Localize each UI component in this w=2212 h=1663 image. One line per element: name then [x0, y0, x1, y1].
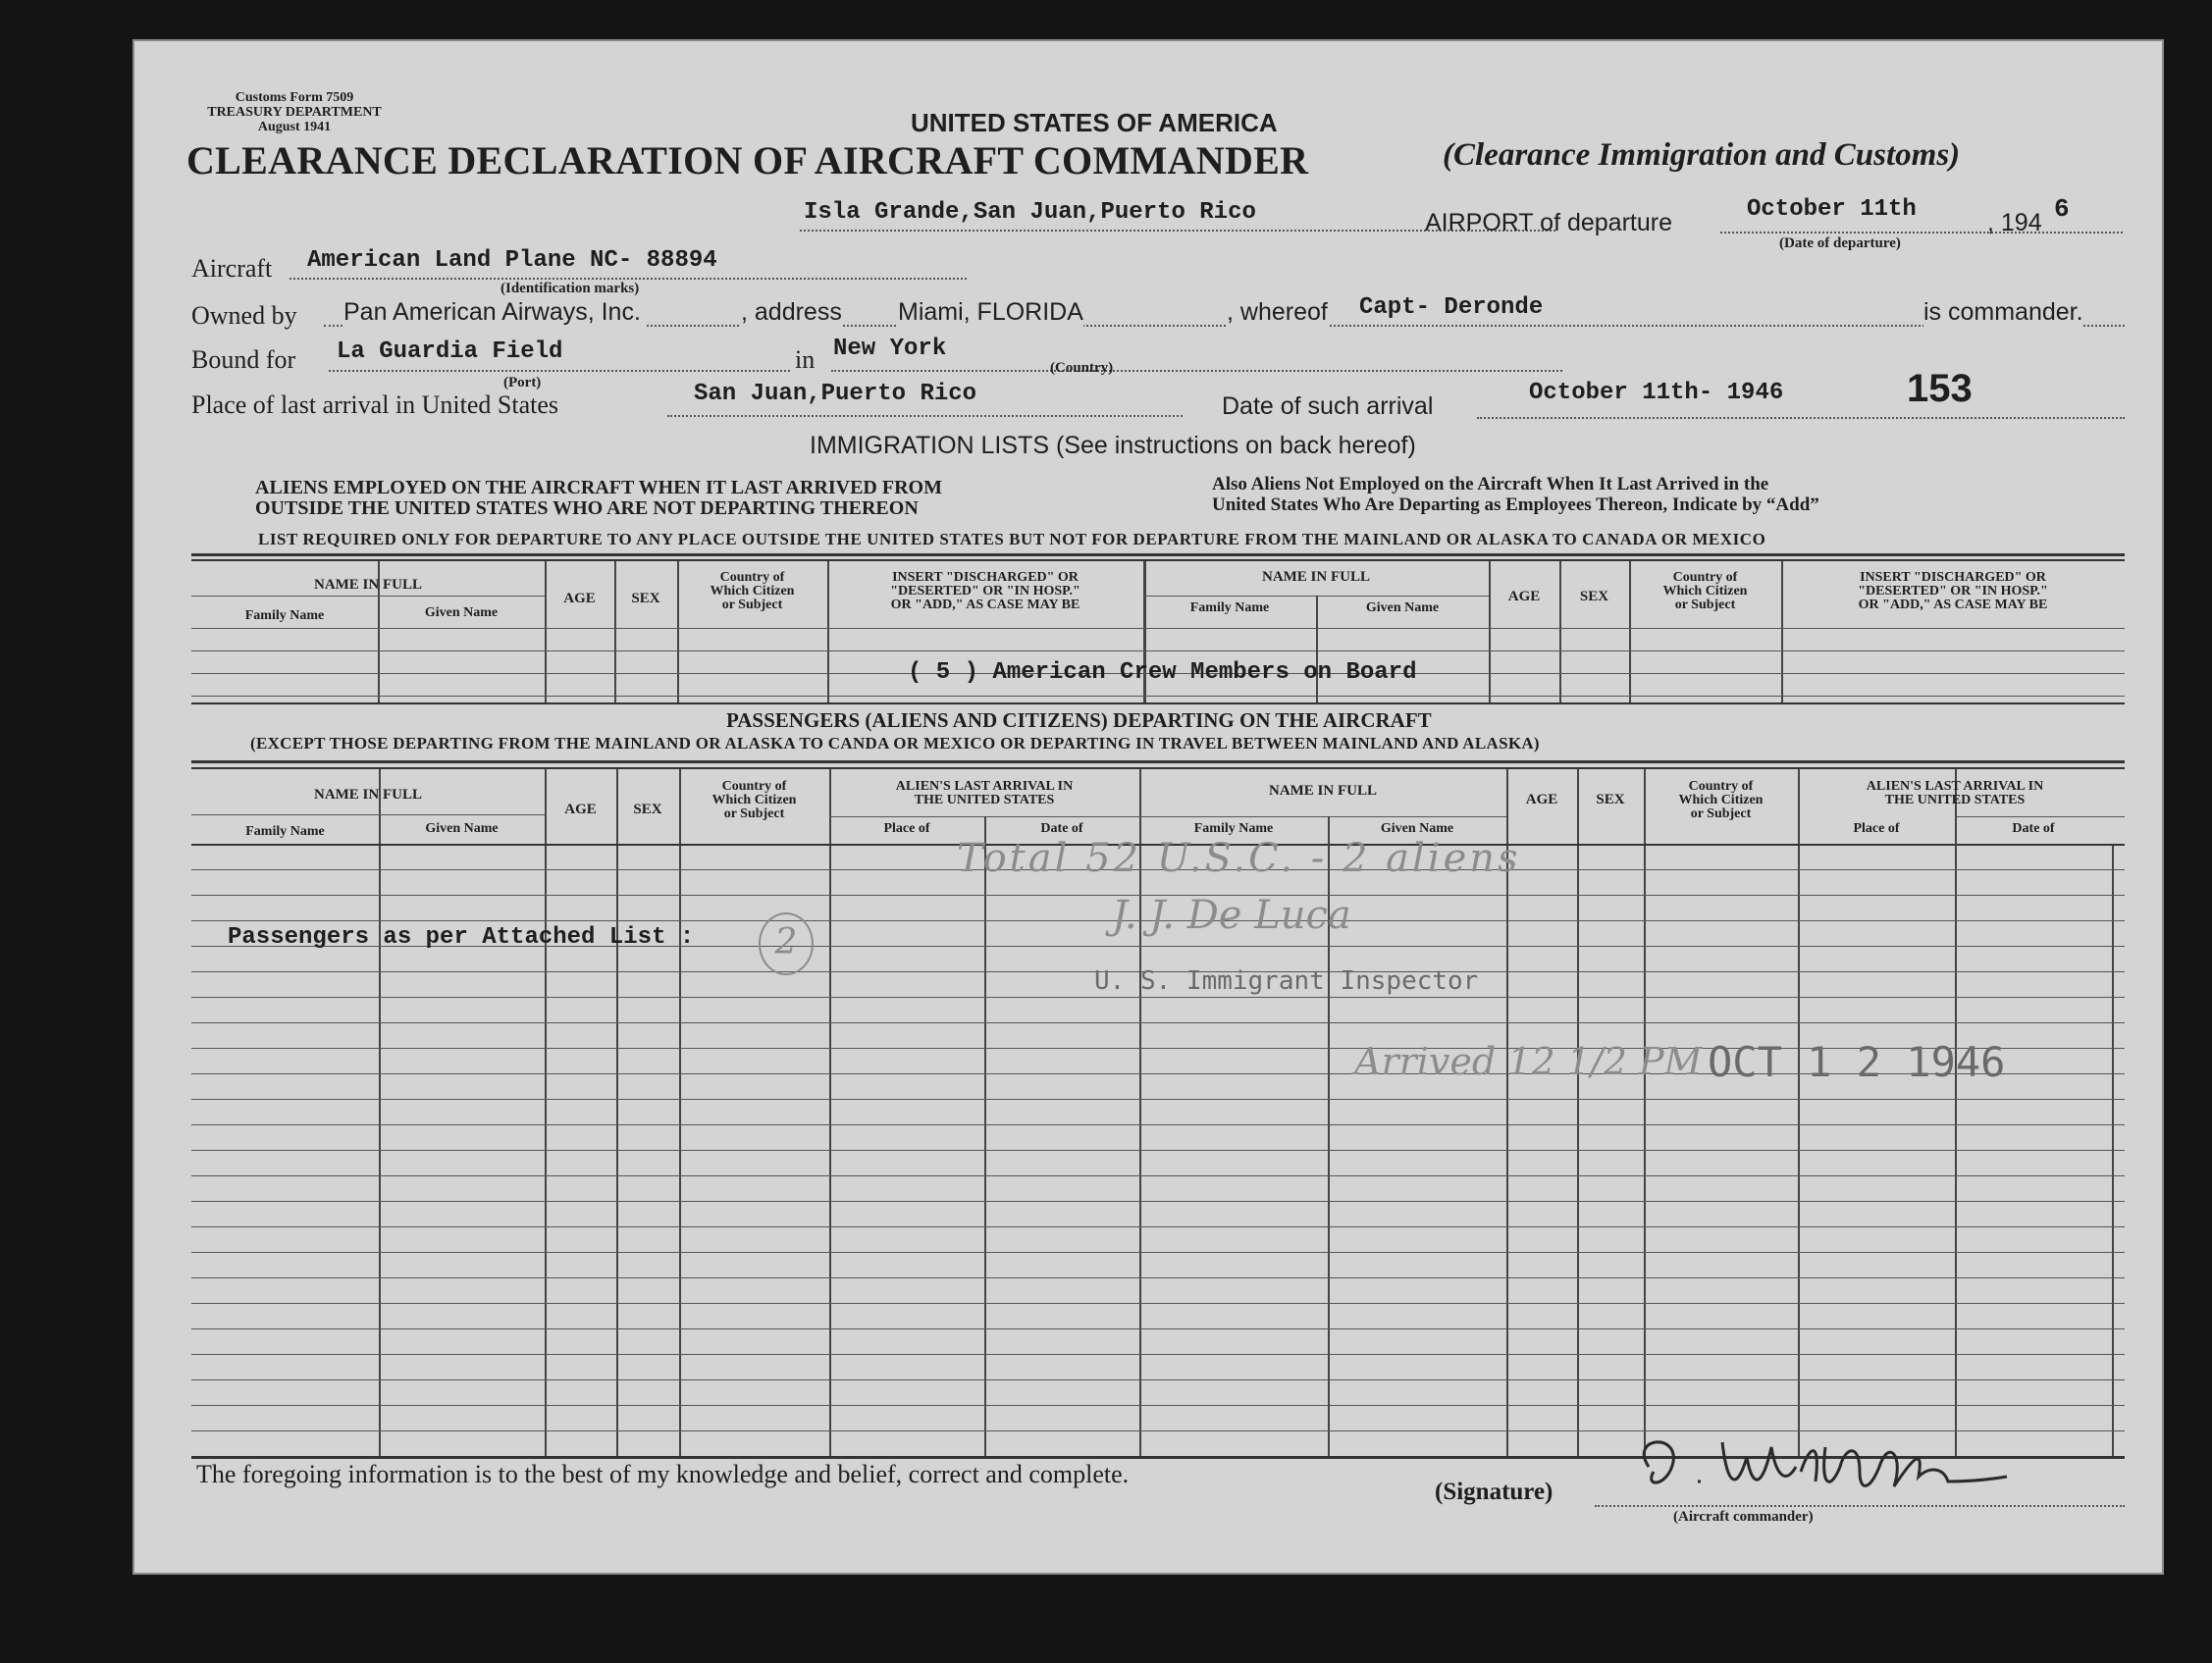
row-rule — [191, 1150, 2125, 1151]
crew-family-header-right: Family Name — [1189, 600, 1270, 615]
crew-country-header-left-line: Which Citizen — [710, 584, 795, 598]
right-note-line-1: Also Aliens Not Employed on the Aircraft When It Last Arrived in the — [1212, 474, 1769, 494]
column-rule — [1955, 816, 1957, 846]
pass-country-header-left-line: Which Citizen — [711, 793, 797, 807]
pass-name-header-right: NAME IN FULL — [1268, 783, 1377, 799]
pass-age-header-left: AGE — [564, 802, 597, 817]
pass-alien-header-right — [1798, 780, 2112, 807]
pass-given-header-right: Given Name — [1380, 821, 1454, 836]
commander-value: Capt- Deronde — [1359, 294, 1544, 321]
row-rule — [191, 1379, 2125, 1380]
column-rule — [545, 769, 547, 1456]
immigration-right-note — [1212, 474, 1819, 515]
row-rule — [191, 1328, 2125, 1329]
passengers-heading: PASSENGERS (ALIENS AND CITIZENS) DEPARTING ON THE AIRCRAFT — [726, 708, 1432, 732]
row-rule — [191, 1175, 2125, 1176]
pass-country-header-left — [679, 780, 829, 821]
crew-insert-header-left-line: INSERT "DISCHARGED" OR — [892, 570, 1079, 585]
owned-label: Owned by — [191, 301, 297, 330]
pass-given-header-left: Given Name — [425, 821, 499, 836]
entry-number: 153 — [1907, 367, 1973, 410]
bound-label: Bound for — [191, 345, 296, 374]
row-rule — [191, 1022, 2125, 1023]
pass-alien-header-left — [829, 780, 1139, 807]
row-rule — [191, 1252, 2125, 1253]
row-rule — [191, 1277, 2125, 1278]
form-id-block — [191, 90, 397, 134]
row-rule — [191, 1405, 2125, 1406]
arrival-date-label: Date of such arrival — [1222, 392, 1434, 420]
column-rule — [1577, 769, 1579, 1456]
inspector-title: U. S. Immigrant Inspector — [1094, 966, 1479, 996]
departure-date-caption: (Date of departure) — [1779, 235, 1901, 251]
aircraft-label: Aircraft — [191, 254, 273, 283]
row-rule — [191, 1354, 2125, 1355]
departure-airport-value: Isla Grande,San Juan,Puerto Rico — [804, 199, 1256, 226]
crew-country-header-right — [1629, 571, 1781, 612]
last-arrival-value: San Juan,Puerto Rico — [694, 381, 977, 407]
pass-place-header-right: Place of — [1853, 821, 1900, 836]
pass-age-header-right: AGE — [1525, 792, 1558, 807]
column-rule — [379, 769, 381, 1456]
crew-family-header-left: Family Name — [244, 608, 325, 623]
commander-signature — [1629, 1428, 2041, 1522]
form-date: August 1941 — [257, 120, 332, 134]
row-rule — [191, 1303, 2125, 1304]
immigration-heading: IMMIGRATION LISTS (See instructions on back hereof) — [810, 432, 1416, 459]
list-required-note: LIST REQUIRED ONLY FOR DEPARTURE TO ANY PLACE OUTSIDE THE UNITED STATES BUT NOT FOR DEPARTURE FROM THE MAINLAND OR ALASKA TO CANADA OR MEXICO — [258, 530, 1766, 548]
pass-name-header-left: NAME IN FULL — [313, 787, 422, 803]
pass-country-header-right — [1644, 780, 1798, 821]
row-rule — [191, 696, 2125, 697]
column-rule — [1955, 769, 1957, 1456]
crew-name-header-right: NAME IN FULL — [1261, 569, 1370, 585]
column-rule — [1559, 561, 1561, 702]
right-note-line-2: United States Who Are Departing as Employees Thereon, Indicate by “Add” — [1212, 494, 1819, 515]
pass-place-header-left: Place of — [883, 821, 930, 836]
crew-country-header-left — [677, 571, 827, 612]
title-note: (Clearance Immigration and Customs) — [1443, 137, 1961, 173]
crew-sex-header-left: SEX — [631, 591, 660, 606]
last-arrival-label: Place of last arrival in United States — [191, 390, 559, 419]
column-rule — [829, 769, 831, 1456]
aircraft-caption: (Identification marks) — [500, 281, 640, 296]
pass-family-header-left: Family Name — [245, 824, 325, 839]
aircraft-value: American Land Plane NC- 88894 — [307, 247, 717, 274]
row-rule — [191, 814, 545, 815]
row-rule — [1139, 816, 1506, 817]
address-label: , address — [741, 298, 842, 326]
column-rule — [679, 769, 681, 1456]
port-caption: (Port) — [503, 375, 542, 390]
row-rule — [191, 1099, 2125, 1100]
arrival-date-value: October 11th- 1946 — [1529, 380, 1784, 406]
row-rule — [191, 1124, 2125, 1125]
row-rule — [191, 628, 2125, 629]
form-sheet — [132, 39, 2164, 1575]
departure-airport-label: AIRPORT of departure — [1425, 209, 1672, 236]
passenger-count-circle: 2 — [759, 912, 814, 975]
crew-insert-header-right-line: OR "ADD," AS CASE MAY BE — [1858, 598, 2048, 612]
left-note-line-1: ALIENS EMPLOYED ON THE AIRCRAFT WHEN IT LAST ARRIVED FROM — [255, 477, 942, 498]
column-rule — [616, 769, 618, 1456]
country-value: New York — [833, 336, 947, 362]
pass-alien-header-left-line: THE UNITED STATES — [914, 793, 1055, 807]
passengers-note: (EXCEPT THOSE DEPARTING FROM THE MAINLAND OR ALASKA TO CANDA OR MEXICO OR DEPARTING IN TRAVEL BETWEEN MAINLAND AND ALASKA) — [250, 734, 1540, 753]
pass-country-header-left-line: or Subject — [723, 806, 785, 821]
signature-caption: (Aircraft commander) — [1673, 1509, 1814, 1525]
row-rule — [191, 650, 2125, 651]
pass-alien-header-right-line: ALIEN'S LAST ARRIVAL IN — [1866, 779, 2044, 794]
row-rule — [191, 1201, 2125, 1202]
row-rule — [191, 702, 2125, 704]
pass-alien-header-left-line: ALIEN'S LAST ARRIVAL IN — [895, 779, 1074, 794]
crew-insert-header-left-line: "DESERTED" OR "IN HOSP." — [890, 584, 1080, 598]
crew-insert-header-right-line: "DESERTED" OR "IN HOSP." — [1858, 584, 2048, 598]
crew-insert-header-left — [827, 571, 1143, 612]
pass-family-header-right: Family Name — [1193, 821, 1274, 836]
crew-insert-header-left-line: OR "ADD," AS CASE MAY BE — [890, 598, 1080, 612]
pass-sex-header-left: SEX — [633, 802, 662, 817]
crew-country-header-right-line: or Subject — [1674, 598, 1736, 612]
country-heading: UNITED STATES OF AMERICA — [911, 108, 1278, 137]
whereof-label: , whereof — [1227, 298, 1328, 326]
crew-given-header-right: Given Name — [1365, 600, 1440, 615]
commander-label: is commander. — [1923, 298, 2083, 326]
column-rule — [614, 561, 616, 702]
crew-insert-header-right-line: INSERT "DISCHARGED" OR — [1860, 570, 2046, 585]
column-rule — [1316, 596, 1318, 702]
commander-signature-scribble — [1629, 1428, 2041, 1506]
page-title: CLEARANCE DECLARATION OF AIRCRAFT COMMANDER — [186, 138, 1309, 182]
crew-age-header-right: AGE — [1507, 589, 1541, 604]
row-rule — [191, 596, 545, 597]
row-rule — [191, 1226, 2125, 1227]
column-rule — [1644, 769, 1646, 1456]
inspector-signature: J. J. De Luca — [1112, 893, 1351, 938]
crew-given-header-left: Given Name — [424, 605, 499, 620]
row-rule — [1955, 816, 2125, 817]
departure-year-prefix: , 194 — [1987, 209, 2042, 236]
handwritten-arrived: Arrived 12 1/2 PM — [1354, 1040, 1703, 1083]
pass-date-header-right: Date of — [2012, 821, 2055, 836]
crew-country-header-left-line: or Subject — [721, 598, 783, 612]
country-caption: (Country) — [1050, 360, 1114, 376]
column-rule — [545, 561, 547, 702]
pass-date-header-left: Date of — [1040, 821, 1083, 836]
pass-alien-header-right-line: THE UNITED STATES — [1884, 793, 2026, 807]
pass-country-header-right-line: or Subject — [1690, 806, 1752, 821]
crew-age-header-left: AGE — [563, 591, 596, 606]
row-rule — [191, 997, 2125, 998]
customs-form-number: Customs Form 7509 — [235, 90, 354, 105]
pass-country-header-left-line: Country of — [721, 779, 787, 794]
departure-year-digit: 6 — [2054, 194, 2070, 224]
arrival-date-stamp: OCT 1 2 1946 — [1708, 1038, 2006, 1086]
owner-value: Pan American Airways, Inc. — [343, 298, 645, 327]
department: TREASURY DEPARTMENT — [207, 105, 382, 120]
crew-name-header-left: NAME IN FULL — [313, 577, 422, 593]
statement: The foregoing information is to the best of my knowledge and belief, correct and complete. — [196, 1460, 1130, 1488]
crew-country-header-right-line: Country of — [1672, 570, 1738, 585]
column-rule — [1489, 561, 1491, 702]
signature-label: (Signature) — [1435, 1479, 1554, 1505]
address-value: Miami, FLORIDA — [898, 298, 1083, 326]
immigration-left-note — [255, 478, 942, 519]
pass-country-header-right-line: Which Citizen — [1678, 793, 1764, 807]
crew-entry: ( 5 ) American Crew Members on Board — [908, 659, 1417, 686]
column-rule — [1798, 769, 1800, 1456]
passengers-entry: Passengers as per Attached List : — [228, 924, 695, 951]
crew-insert-header-right — [1781, 571, 2125, 612]
crew-country-header-right-line: Which Citizen — [1662, 584, 1748, 598]
left-note-line-2: OUTSIDE THE UNITED STATES WHO ARE NOT DEPARTING THEREON — [255, 497, 919, 519]
port-value: La Guardia Field — [337, 338, 563, 365]
pass-sex-header-right: SEX — [1596, 792, 1625, 807]
in-label: in — [795, 345, 816, 374]
crew-country-header-left-line: Country of — [719, 570, 785, 585]
pass-country-header-right-line: Country of — [1688, 779, 1754, 794]
crew-sex-header-right: SEX — [1579, 589, 1609, 604]
handwritten-total: Total 52 U.S.C. - 2 aliens — [957, 836, 1521, 881]
departure-date-value: October 11th — [1747, 196, 1917, 223]
